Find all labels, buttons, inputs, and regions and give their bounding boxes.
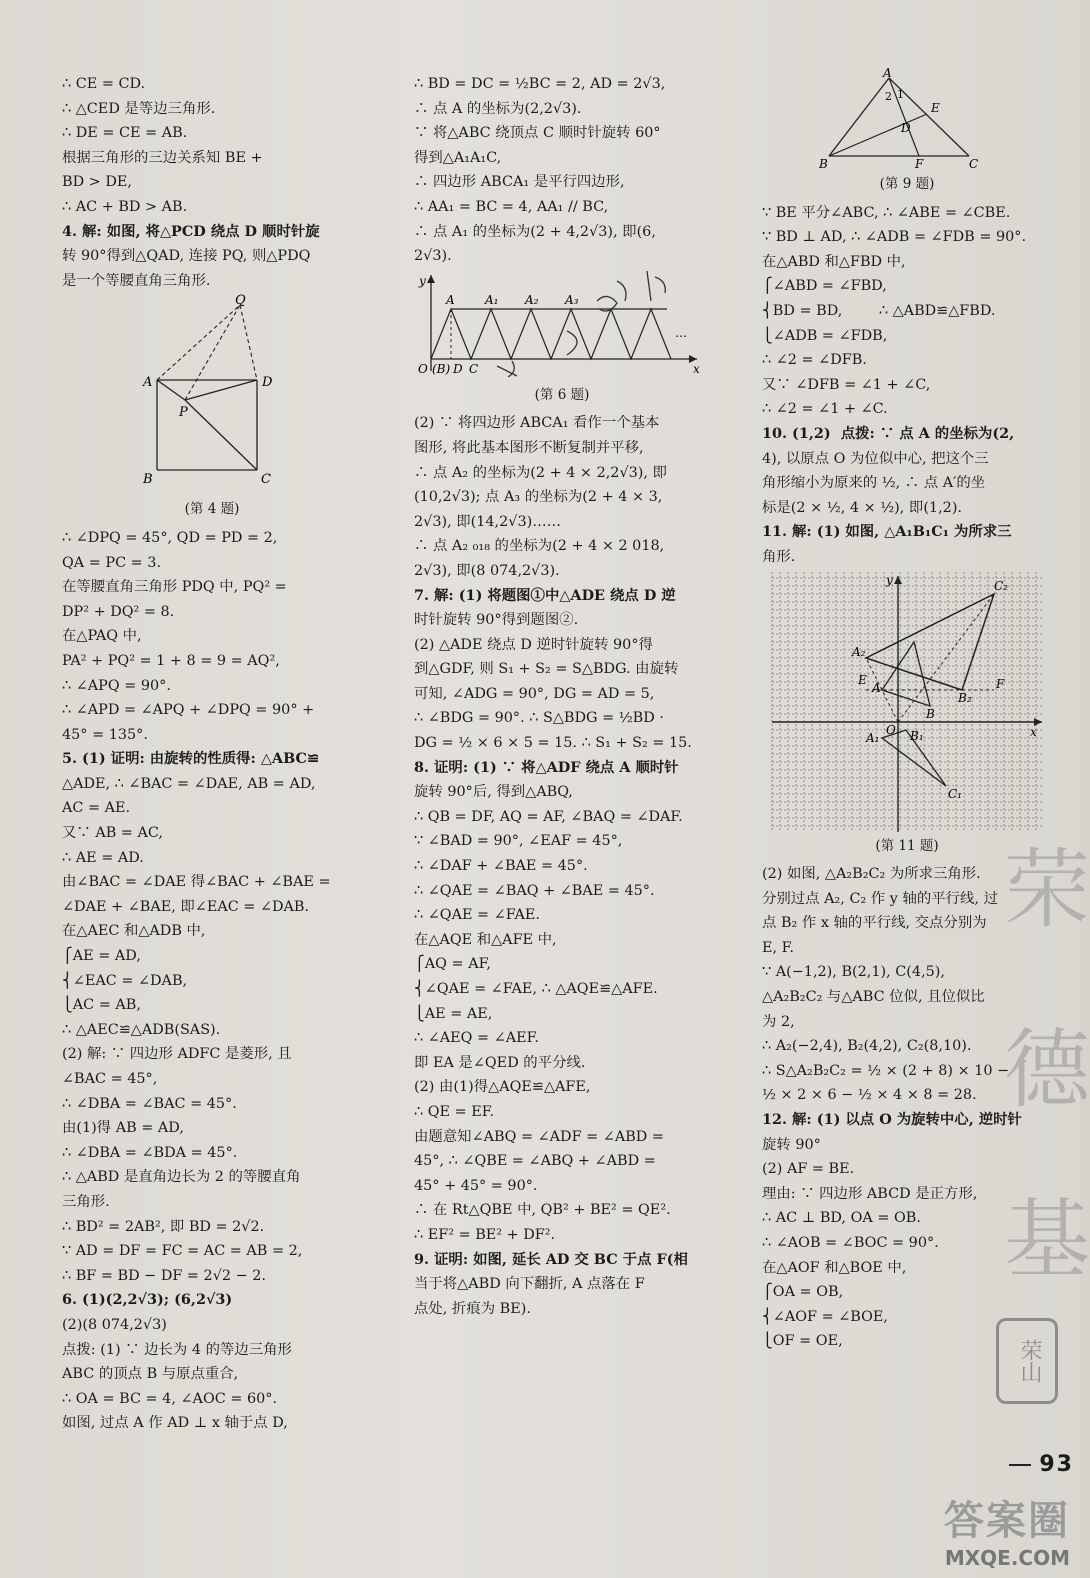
text-line: ∴ 在 Rt△QBE 中, QB² + BE² = QE². (414, 1202, 671, 1219)
label: y (419, 273, 426, 288)
text-line: ∴ AC ⊥ BD, OA = OB. (762, 1210, 921, 1227)
problem-5-heading: 5. (1) 证明: 由旋转的性质得: △ABC≌ (62, 750, 320, 768)
text-line: ∠BAC = 45°, (62, 1071, 158, 1087)
text-line: 理由: ∵ 四边形 ABCD 是正方形, (762, 1185, 978, 1202)
text-line: ∵ 将△ABC 绕顶点 C 顺时针旋转 60° (414, 125, 661, 142)
text-line: ∴ EF² = BE² + DF². (414, 1226, 556, 1243)
text-line: 标是(2 × ½, 4 × ½), 即(1,2). (762, 499, 963, 516)
text-line: ½ × 2 × 6 − ½ × 4 × 8 = 28. (762, 1087, 977, 1104)
text-line: 由(1)得 AB = AD, (62, 1120, 184, 1137)
text-line: ∴ AA₁ = BC = 4, AA₁ // BC, (414, 198, 609, 215)
text-line: 图形, 将此基本图形不断复制并平移, (414, 439, 644, 456)
text-line: 45°, ∴ ∠QBE = ∠ABQ + ∠ABD = (414, 1153, 656, 1170)
text-line: ∴ ∠2 = ∠DFB. (762, 352, 867, 369)
text-line: ∴ QE = EF. (414, 1103, 495, 1120)
label: B₁ (910, 728, 924, 743)
figure-9-triangle (817, 68, 997, 170)
text-line: 45° + 45° = 90°. (414, 1177, 538, 1194)
text-line: 点 B₂ 作 x 轴的平行线, 交点分别为 (762, 915, 987, 932)
column-3 (762, 66, 1052, 1354)
text-line: ∴ ∠QAE = ∠BAQ + ∠BAE = 45°. (414, 882, 655, 899)
label: C (261, 472, 271, 488)
problem-10-heading: 10. (1,2) 点拨: ∵ 点 A 的坐标为(2, (762, 424, 1015, 442)
text-line: ∴ AE = AD. (62, 849, 144, 866)
column-2 (414, 72, 710, 1321)
text-line: PA² + PQ² = 1 + 8 = 9 = AQ², (62, 652, 280, 669)
problem-8-heading: 8. 证明: (1) ∵ 将△ADF 绕点 A 顺时针 (414, 758, 679, 776)
text-line: 在△AEC 和△ADB 中, (62, 923, 206, 940)
problem-9-heading: 9. 证明: 如图, 延长 AD 交 BC 于点 F(相 (414, 1250, 688, 1268)
text-line: 到△GDF, 则 S₁ + S₂ = S△BDG. 由旋转 (414, 661, 679, 678)
label: y (886, 572, 893, 587)
text-line: 2√3), 即(14,2√3)…… (414, 513, 562, 530)
handwriting-scribble (597, 271, 665, 311)
label: A₁ (485, 292, 499, 307)
text-line: ⎧∠ABD = ∠FBD, (762, 278, 887, 295)
text-line: 在△ABD 和△FBD 中, (762, 253, 906, 270)
label: B (143, 472, 153, 488)
text-line: 由题意知∠ABQ = ∠ADF = ∠ABD = (414, 1128, 664, 1145)
text-line: 得到△A₁A₁C, (414, 149, 502, 166)
text-line: 2√3), 即(8 074,2√3). (414, 562, 560, 579)
label: x (1030, 724, 1037, 739)
text-line: ∴ ∠DBA = ∠BDA = 45°. (62, 1144, 238, 1161)
text-line: (2) 由(1)得△AQE≌△AFE, (414, 1079, 591, 1096)
label: D (453, 361, 463, 376)
text-line: ⎨∠QAE = ∠FAE, ∴ △AQE≌△AFE. (414, 981, 658, 997)
text-line: ∵ AD = DF = FC = AC = AB = 2, (62, 1243, 303, 1260)
label: P (179, 405, 188, 421)
label: A₃ (565, 292, 579, 307)
watermark-main: 答案圈 (944, 1498, 1070, 1544)
text-line: (2)(8 074,2√3) (62, 1316, 167, 1333)
text-line: ∴ ∠APD = ∠APQ + ∠DPQ = 90° + (62, 702, 315, 719)
text-line: ∴ ∠APQ = 90°. (62, 677, 171, 694)
label: F (996, 676, 1005, 691)
label: E (931, 101, 940, 115)
seal-stamp: 荣山 (996, 1318, 1058, 1404)
text-line: ∵ A(−1,2), B(2,1), C(4,5), (762, 964, 945, 981)
text-line: 在等腰直角三角形 PDQ 中, PQ² = (62, 579, 287, 596)
text-line: 在△AOF 和△BOE 中, (762, 1259, 907, 1276)
label: A (446, 292, 455, 307)
label: Q (235, 293, 246, 309)
text-line: 旋转 90° (762, 1136, 821, 1153)
text-line: △ADE, ∴ ∠BAC = ∠DAE, AB = AD, (62, 775, 316, 792)
text-line: ∴ ∠DBA = ∠BAC = 45°. (62, 1095, 237, 1112)
text-line: ⎨BD = BD, ∴ △ABD≌△FBD. (762, 302, 996, 319)
watermark-sub: MXQE.COM (944, 1546, 1070, 1570)
text-line: ⎨∠AOF = ∠BOE, (762, 1308, 889, 1325)
text-line: 分别过点 A₂, C₂ 作 y 轴的平行线, 过 (762, 890, 998, 907)
label: … (675, 325, 687, 340)
text-line: 又∵ ∠DFB = ∠1 + ∠C, (762, 376, 931, 393)
text-line: DG = ½ × 6 × 5 = 15. ∴ S₁ + S₂ = 15. (414, 735, 692, 752)
text-line: 如图, 过点 A 作 AD ⊥ x 轴于点 D, (62, 1415, 288, 1432)
label: A₂ (525, 292, 539, 307)
text-line: 4), 以原点 O 为位似中心, 把这个三 (762, 450, 989, 467)
text-line: 转 90°得到△QAD, 连接 PQ, 则△PDQ (62, 248, 311, 265)
text-line: (2) △ADE 绕点 D 逆时针旋转 90°得 (414, 636, 653, 653)
label: (B) (432, 361, 451, 376)
text-line: ∴ △AEC≌△ADB(SAS). (62, 1021, 221, 1038)
label: C (469, 361, 479, 376)
text-line: ∠DAE + ∠BAE, 即∠EAC = ∠DAB. (62, 898, 310, 915)
text-line: ∵ ∠BAD = 90°, ∠EAF = 45°, (414, 833, 623, 850)
text-line: ∴ ∠AEQ = ∠AEF. (414, 1030, 539, 1047)
text-line: 点处, 折痕为 BE). (414, 1300, 531, 1317)
text-line: ∴ BD² = 2AB², 即 BD = 2√2. (62, 1218, 265, 1235)
text-line: ⎩AC = AB, (62, 997, 141, 1014)
brush-watermark: 基 (1004, 1190, 1090, 1290)
site-watermark (944, 1489, 1070, 1570)
figure-9-caption: (第 9 题) (879, 176, 935, 192)
text-line: ∵ BE 平分∠ABC, ∴ ∠ABE = ∠CBE. (762, 204, 1011, 221)
text-line: 时针旋转 90°得到题图②. (414, 612, 579, 629)
label: C₂ (994, 578, 1008, 593)
text-line: ∴ ∠2 = ∠1 + ∠C. (762, 401, 888, 418)
text-line: ⎧AE = AD, (62, 948, 141, 965)
text-line: ∴ S△A₂B₂C₂ = ½ × (2 + 8) × 10 − (762, 1062, 1010, 1079)
figure-11-caption: (第 11 题) (875, 837, 939, 854)
text-line: ∴ BF = BD − DF = 2√2 − 2. (62, 1267, 266, 1284)
label: C (969, 157, 979, 171)
label: A₂ (852, 644, 866, 659)
text-line: DP² + DQ² = 8. (62, 603, 175, 620)
text-line: 在△PAQ 中, (62, 628, 142, 645)
text-line: ∴ BD = DC = ½BC = 2, AD = 2√3, (414, 76, 666, 92)
text-line: ∴ △ABD 是直角边长为 2 的等腰直角 (62, 1169, 301, 1186)
text-line: ∴ ∠DAF + ∠BAE = 45°. (414, 858, 588, 875)
label: A (143, 375, 153, 391)
problem-11-heading: 11. 解: (1) 如图, △A₁B₁C₁ 为所求三 (762, 523, 1012, 541)
text-line: ∴ 点 A₂ 的坐标为(2 + 4 × 2,2√3), 即 (414, 464, 667, 481)
text-line: (2) ∵ 将四边形 ABCA₁ 看作一个基本 (414, 415, 660, 432)
column-1 (62, 72, 362, 1436)
text-line: E, F. (762, 939, 794, 956)
text-line: 45° = 135°. (62, 726, 148, 743)
text-line: △A₂B₂C₂ 与△ABC 位似, 且位似比 (762, 989, 985, 1006)
label: O (418, 361, 428, 376)
text-line: 又∵ AB = AC, (62, 825, 163, 842)
text-line: 2√3). (414, 248, 452, 265)
text-line: ∴ 点 A 的坐标为(2,2√3). (414, 100, 582, 117)
figure-6-triangles (417, 271, 707, 381)
text-line: 旋转 90°后, 得到△ABQ, (414, 784, 573, 801)
text-line: (10,2√3); 点 A₃ 的坐标为(2 + 4 × 3, (414, 489, 663, 506)
figure-4-caption: (第 4 题) (184, 501, 240, 518)
text-line: ∴ AC + BD > AB. (62, 198, 188, 215)
text-line: ∴ DE = CE = AB. (62, 125, 188, 142)
text-line: ∴ 点 A₂ ₀₁₈ 的坐标为(2 + 4 × 2 018, (414, 538, 665, 555)
text-line: ∴ ∠QAE = ∠FAE. (414, 907, 540, 924)
text-line: 当于将△ABD 向下翻折, A 点落在 F (414, 1276, 645, 1293)
text-line: (2) 如图, △A₂B₂C₂ 为所求三角形. (762, 866, 981, 883)
label: A (872, 680, 881, 695)
figure-4-square (137, 295, 287, 495)
text-line: ∴ ∠DPQ = 45°, QD = PD = 2, (62, 529, 278, 546)
problem-6-heading: 6. (1)(2,2√3); (6,2√3) (62, 1291, 233, 1309)
problem-7-heading: 7. 解: (1) 将题图①中△ADE 绕点 D 逆 (414, 586, 676, 604)
text-line: ∴ CE = CD. (62, 76, 146, 92)
text-line: ⎩AE = AE, (414, 1005, 493, 1022)
text-line: (2) AF = BE. (762, 1161, 855, 1178)
text-line: ∴ △CED 是等边三角形. (62, 100, 216, 117)
text-line: 角形. (762, 548, 796, 565)
label: A (883, 66, 892, 80)
text-line: QA = PC = 3. (62, 554, 162, 571)
text-line: ∴ 四边形 ABCA₁ 是平行四边形, (414, 174, 625, 191)
label: E (858, 672, 867, 687)
label: B₂ (958, 690, 972, 705)
text-line: 即 EA 是∠QED 的平分线. (414, 1054, 586, 1071)
text-line: ⎧OA = OB, (762, 1284, 844, 1301)
label: D (262, 375, 273, 391)
text-line: ∴ QB = DF, AQ = AF, ∠BAQ = ∠DAF. (414, 808, 683, 825)
text-line: ∴ ∠AOB = ∠BOC = 90°. (762, 1235, 939, 1251)
brush-watermark: 荣 (1004, 840, 1090, 940)
label: C₁ (948, 786, 962, 801)
text-line: 角形缩小为原来的 ½, ∴ 点 A′的坐 (762, 475, 986, 492)
label: D (901, 121, 911, 135)
text-line: 三角形. (62, 1193, 110, 1210)
text-line: ⎩OF = OE, (762, 1333, 843, 1350)
label: B (926, 706, 935, 721)
figure-6-caption: (第 6 题) (534, 386, 590, 403)
label: F (915, 157, 924, 171)
text-line: ∵ BD ⊥ AD, ∴ ∠ADB = ∠FDB = 90°. (762, 229, 1027, 246)
text-line: ⎧AQ = AF, (414, 956, 491, 973)
text-line: ∴ OA = BC = 4, ∠AOC = 60°. (62, 1390, 278, 1407)
text-line: ∴ 点 A₁ 的坐标为(2 + 4,2√3), 即(6, (414, 223, 656, 240)
label: A₁ (866, 730, 880, 745)
brush-watermark: 德 (1004, 1020, 1090, 1120)
text-line: ∴ A₂(−2,4), B₂(4,2), C₂(8,10). (762, 1038, 972, 1055)
text-line: 根据三角形的三边关系知 BE + (62, 149, 263, 166)
text-line: 是一个等腰直角三角形. (62, 272, 211, 289)
text-line: 为 2, (762, 1013, 795, 1030)
problem-4-heading: 4. 解: 如图, 将△PCD 绕点 D 顺时针旋 (62, 222, 320, 240)
text-line: 点拨: (1) ∵ 边长为 4 的等边三角形 (62, 1341, 292, 1358)
label: 1 (897, 88, 904, 101)
text-line: ⎨∠EAC = ∠DAB, (62, 972, 188, 989)
text-line: 在△AQE 和△AFE 中, (414, 931, 557, 948)
text-line: AC = AE. (62, 800, 131, 817)
figure-11-grid (772, 572, 1042, 832)
text-line: 由∠BAC = ∠DAE 得∠BAC + ∠BAE = (62, 874, 331, 891)
text-line: 可知, ∠ADG = 90°, DG = AD = 5, (414, 685, 655, 702)
label: x (693, 361, 700, 376)
text-line: ∴ ∠BDG = 90°. ∴ S△BDG = ½BD · (414, 710, 664, 727)
text-line: ⎩∠ADB = ∠FDB, (762, 327, 888, 344)
label: B (819, 157, 828, 171)
text-line: ABC 的顶点 B 与原点重合, (62, 1366, 239, 1383)
text-line: (2) 解: ∵ 四边形 ADFC 是菱形, 且 (62, 1046, 292, 1063)
label: O (886, 722, 896, 737)
text-line: BD > DE, (62, 174, 132, 191)
problem-12-heading: 12. 解: (1) 以点 O 为旋转中心, 逆时针 (762, 1111, 1022, 1129)
page-number: 93 (1009, 1452, 1074, 1477)
label: 2 (885, 90, 892, 103)
